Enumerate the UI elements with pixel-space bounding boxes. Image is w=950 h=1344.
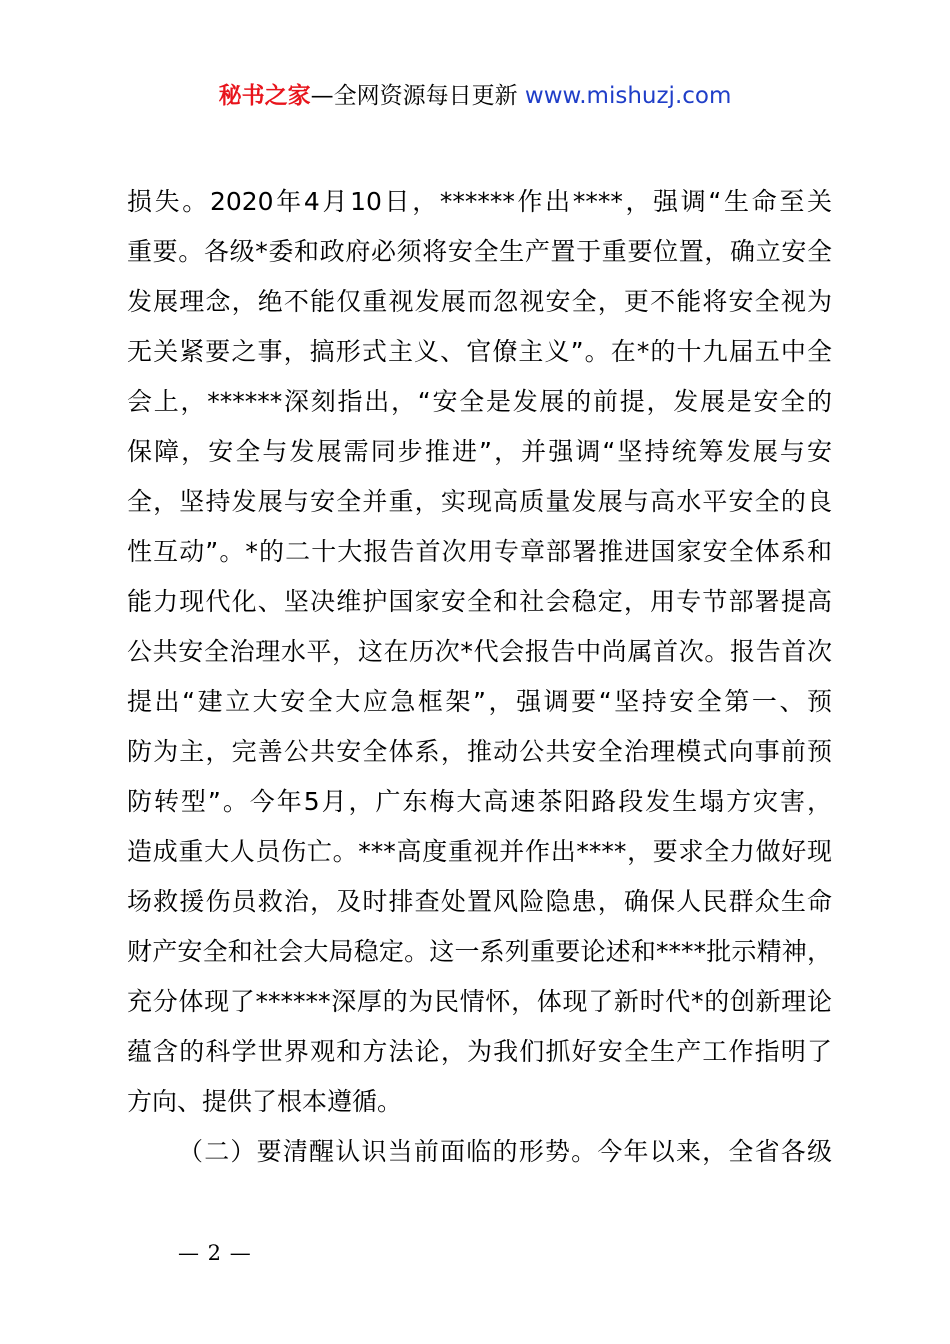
site-url-link[interactable]: www.mishuzj.com [524, 83, 732, 109]
text-line: 财产安全和社会大局稳定。这一系列重要论述和****批示精神， [127, 937, 832, 966]
text-line: 蕴含的科学世界观和方法论，为我们抓好安全生产工作指明了 [127, 1037, 832, 1066]
text-line: 重要。各级*委和政府必须将安全生产置于重要位置，确立安全 [127, 237, 832, 266]
text-line: 造成重大人员伤亡。***高度重视并作出****，要求全力做好现 [127, 837, 832, 866]
header-tagline: 全网资源每日更新 [333, 83, 518, 109]
text-line: 方向、提供了根本遵循。 [127, 1087, 403, 1116]
text-line: 防为主，完善公共安全体系，推动公共安全治理模式向事前预 [127, 737, 832, 766]
text-line: 防转型”。今年5月，广东梅大高速茶阳路段发生塌方灾害， [127, 787, 832, 816]
text-line: 发展理念，绝不能仅重视发展而忽视安全，更不能将安全视为 [127, 287, 832, 316]
text-line: 公共安全治理水平，这在历次*代会报告中尚属首次。报告首次 [127, 637, 832, 666]
text-line: 保障，安全与发展需同步推进”，并强调“坚持统筹发展与安 [127, 437, 832, 466]
text-line: 损失。2020年4月10日，******作出****，强调“生命至关 [127, 187, 832, 216]
text-line: 无关紧要之事，搞形式主义、官僚主义”。在*的十九届五中全 [127, 337, 832, 366]
text-line: 会上，******深刻指出，“安全是发展的前提，发展是安全的 [127, 387, 832, 416]
page-number: — 2 — [178, 1241, 252, 1265]
header-dash: — [310, 83, 334, 109]
brand-name: 秘书之家 [218, 83, 311, 109]
text-line: 提出“建立大安全大应急框架”，强调要“坚持安全第一、预 [127, 687, 832, 716]
text-line: 充分体现了******深厚的为民情怀，体现了新时代*的创新理论 [127, 987, 832, 1016]
text-line: 场救援伤员救治，及时排查处置风险隐患，确保人民群众生命 [127, 887, 832, 916]
text-line: 性互动”。*的二十大报告首次用专章部署推进国家安全体系和 [127, 537, 832, 566]
section-heading-line: （二）要清醒认识当前面临的形势。今年以来，全省各级 [178, 1137, 832, 1166]
site-header [0, 80, 950, 112]
text-line: 全，坚持发展与安全并重，实现高质量发展与高水平安全的良 [127, 487, 832, 516]
text-line: 能力现代化、坚决维护国家安全和社会稳定，用专节部署提高 [127, 587, 832, 616]
